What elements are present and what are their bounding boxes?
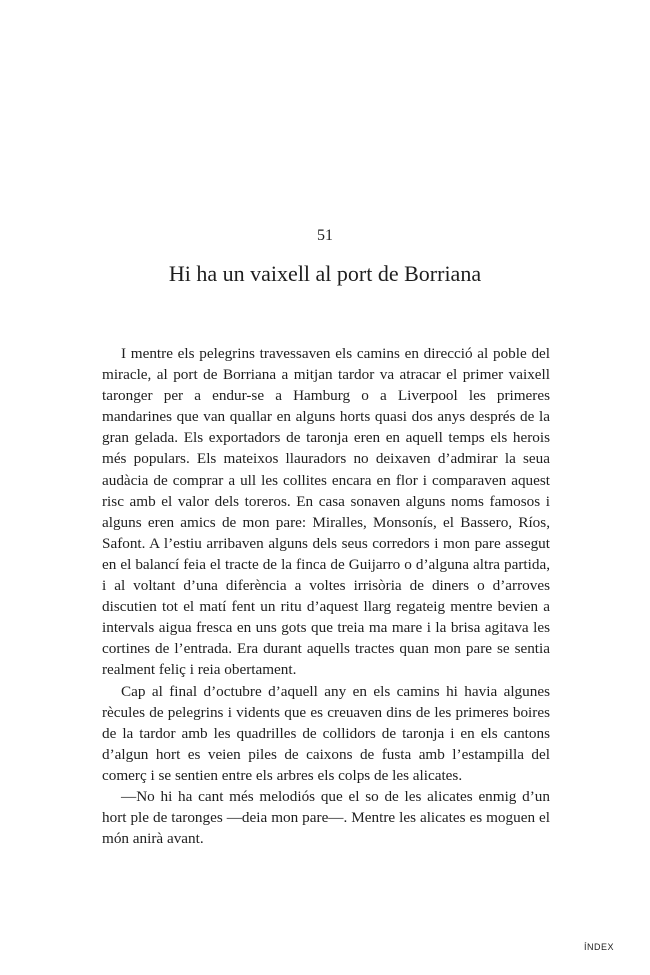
paragraph: Cap al final d’octubre d’aquell any en els camins hi havia algunes rècules de pelegrins i vidents que es creuaven dins de les primeres boires de la tardor amb les quadrilles de collidors de taronja i en els cantons d’algun hort es veien piles de caixons de fusta amb l’estampilla del comerç i se sentien entre els arbres els colps de les alicates. (102, 682, 550, 784)
chapter-title: Hi ha un vaixell al port de Borriana (168, 261, 482, 286)
index-link[interactable]: ÍNDEX (583, 942, 614, 952)
paragraph: —No hi ha cant més melodiós que el so de les alicates enmig d’un hort ple de taronges —deia mon pare—. Mentre les alicates es moguen el món anirà avant. (102, 787, 550, 848)
paragraph: I mentre els pelegrins travessaven els camins en direcció al poble del miracle, al port de Borriana a mitjan tardor va atracar el primer vaixell taronger per a endur-se a Hamburg o a Liverpool les primeres mandarines que van quallar en alguns horts quasi dos anys després de la gran gelada. Els exportadors de taronja eren en aquell temps els herois més populars. Els mateixos llauradors no deixaven d’admirar la seua audàcia de comprar a ull les collites encara en flor i comparaven aquest risc amb el valor dels toreros. En casa sonaven alguns noms famosos i alguns eren amics de mon pare: Miralles, Monsonís, el Bassero, Ríos, Safont. A l’estiu arribaven alguns dels seus corredors i mon pare assegut en el balancí feia el tracte de la finca de Guijarro o d’alguna altra partida, i al voltant d’una diferència a voltes irrisòria de diners o d’arroves discutien tot el matí fent un ritu d’aquest llarg regateig mentre bevien a intervals aigua fresca en uns gots que treia ma mare i la brisa agitava les cortines de l’entrada. Era durant aquells tractes quan mon pare se sentia realment feliç i reia obertament. (102, 345, 550, 679)
chapter-number: 51 (317, 227, 333, 244)
chapter-body (102, 343, 550, 849)
